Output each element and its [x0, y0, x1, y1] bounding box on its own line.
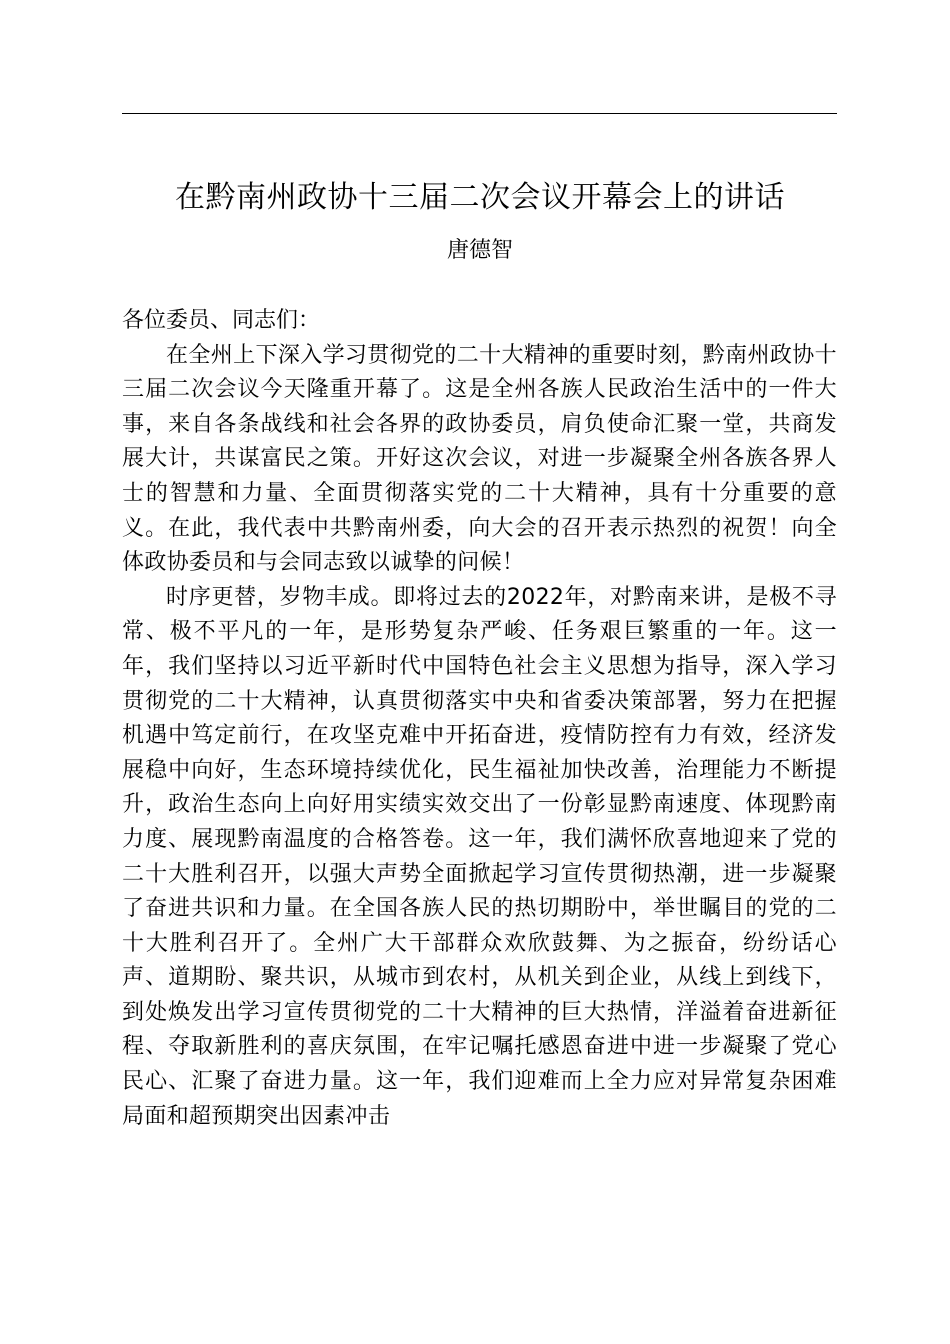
document-title: 在黔南州政协十三届二次会议开幕会上的讲话: [175, 180, 785, 215]
document-author: 唐德智: [446, 238, 513, 263]
document-body: [122, 304, 837, 1134]
paragraph-review-2022: 时序更替，岁物丰成。即将过去的2022年，对黔南来讲，是极不寻常、极不平凡的一年，是形势复杂严峻、任务艰巨繁重的一年。这一年，我们坚持以习近平新时代中国特色社会主义思想为指导，深入学习贯彻党的二十大精神，认真贯彻落实中央和省委决策部署，努力在把握机遇中笃定前行，在攻坚克难中开拓奋进，疫情防控有力有效，经济发展稳中向好，生态环境持续优化，民生福祉加快改善，治理能力不断提升，政治生态向上向好用实绩实效交出了一份彰显黔南速度、体现黔南力度、展现黔南温度的合格答卷。这一年，我们满怀欣喜地迎来了党的二十大胜利召开，以强大声势全面掀起学习宣传贯彻热潮，进一步凝聚了奋进共识和力量。在全国各族人民的热切期盼中，举世瞩目的党的二十大胜利召开了。全州广大干部群众欢欣鼓舞、为之振奋，纷纷话心声、道期盼、聚共识，从城市到农村，从机关到企业，从线上到线下，到处焕发出学习宣传贯彻党的二十大精神的巨大热情，洋溢着奋进新征程、夺取新胜利的喜庆氛围，在牢记嘱托感恩奋进中进一步凝聚了党心民心、汇聚了奋进力量。这一年，我们迎难而上全力应对异常复杂困难局面和超预期突出因素冲击: [122, 584, 837, 1129]
salutation: 各位委员、同志们：: [122, 308, 321, 333]
paragraph-opening: 在全州上下深入学习贯彻党的二十大精神的重要时刻，黔南州政协十三届二次会议今天隆重开幕了。这是全州各族人民政治生活中的一件大事，来自各条战线和社会各界的政协委员，肩负使命汇聚一堂，共商发展大计，共谋富民之策。开好这次会议，对进一步凝聚全州各族各界人士的智慧和力量、全面贯彻落实党的二十大精神，具有十分重要的意义。在此，我代表中共黔南州委，向大会的召开表示热烈的祝贺！向全体政协委员和与会同志致以诚挚的问候！: [122, 342, 837, 576]
header-rule: [122, 113, 837, 114]
